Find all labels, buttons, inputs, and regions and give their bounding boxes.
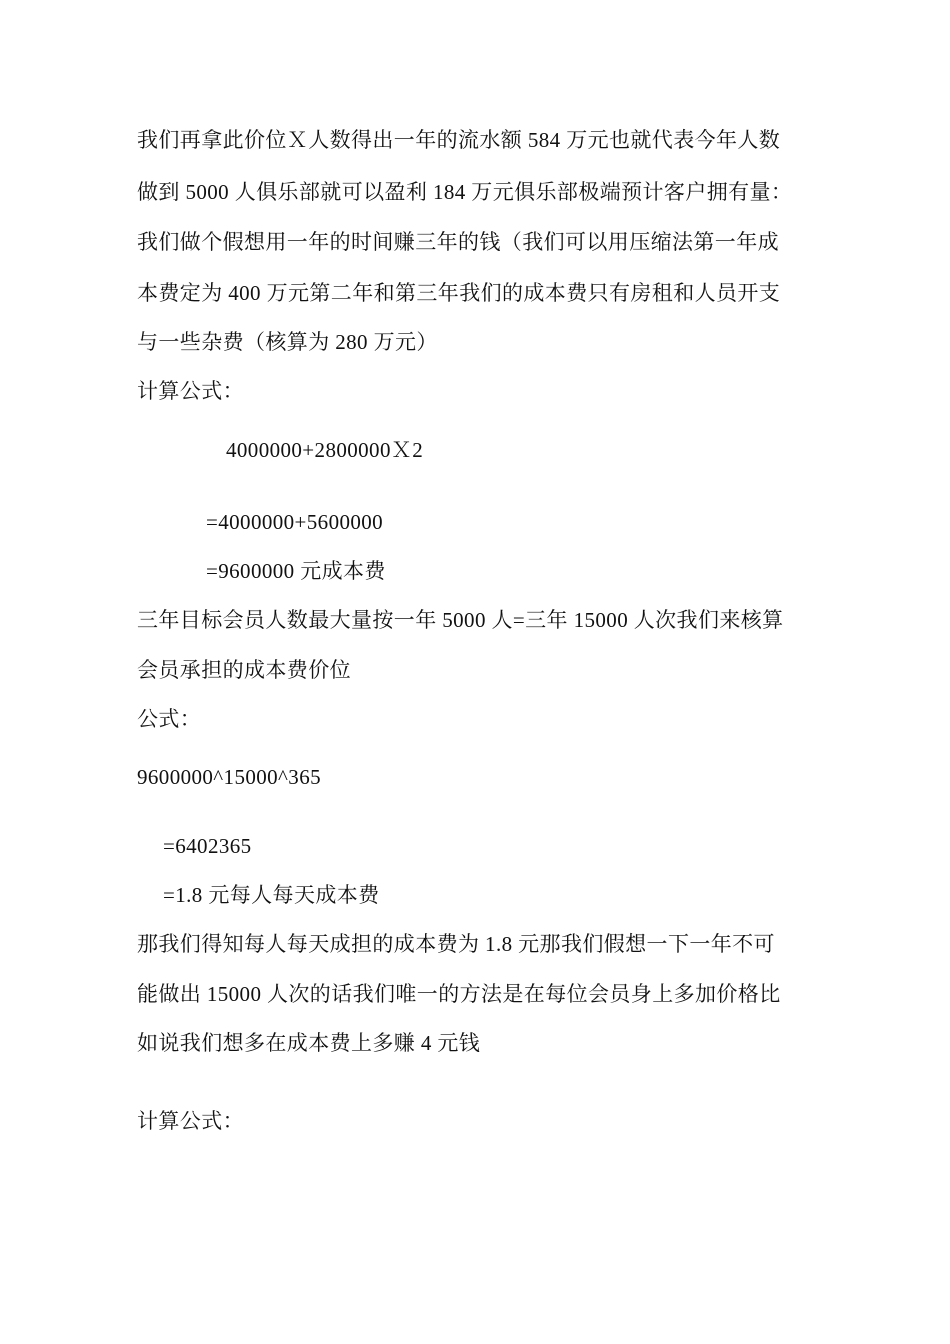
formula-label-3: 计算公式： [137,1109,244,1133]
formula-1-line-2: =4000000+5600000 [206,510,384,534]
formula-1-line-1: 4000000+2800000Ｘ2 [226,438,424,462]
paragraph-1-line-5: 与一些杂费（核算为 280 万元） [137,330,438,354]
formula-2-line-3: =1.8 元每人每天成本费 [163,883,380,907]
formula-2-line-1: 9600000^15000^365 [137,765,322,789]
formula-label-1: 计算公式： [137,379,244,403]
paragraph-1-line-3: 我们做个假想用一年的时间赚三年的钱（我们可以用压缩法第一年成 [137,230,779,254]
paragraph-3-line-3: 如说我们想多在成本费上多赚 4 元钱 [137,1031,481,1055]
paragraph-1-line-1: 我们再拿此价位Ｘ人数得出一年的流水额 584 万元也就代表今年人数 [137,128,781,152]
formula-2-line-2: =6402365 [163,834,252,858]
paragraph-2-line-1: 三年目标会员人数最大量按一年 5000 人=三年 15000 人次我们来核算 [137,608,784,632]
paragraph-3-line-1: 那我们得知每人每天成担的成本费为 1.8 元那我们假想一下一年不可 [137,932,775,956]
formula-label-2: 公式： [137,707,202,731]
paragraph-1-line-2: 做到 5000 人俱乐部就可以盈利 184 万元俱乐部极端预计客户拥有量： [137,180,793,204]
paragraph-2-line-2: 会员承担的成本费价位 [137,658,351,682]
paragraph-3-line-2: 能做出 15000 人次的话我们唯一的方法是在每位会员身上多加价格比 [137,982,781,1006]
formula-1-line-3: =9600000 元成本费 [206,559,386,583]
paragraph-1-line-4: 本费定为 400 万元第二年和第三年我们的成本费只有房租和人员开支 [137,281,781,305]
